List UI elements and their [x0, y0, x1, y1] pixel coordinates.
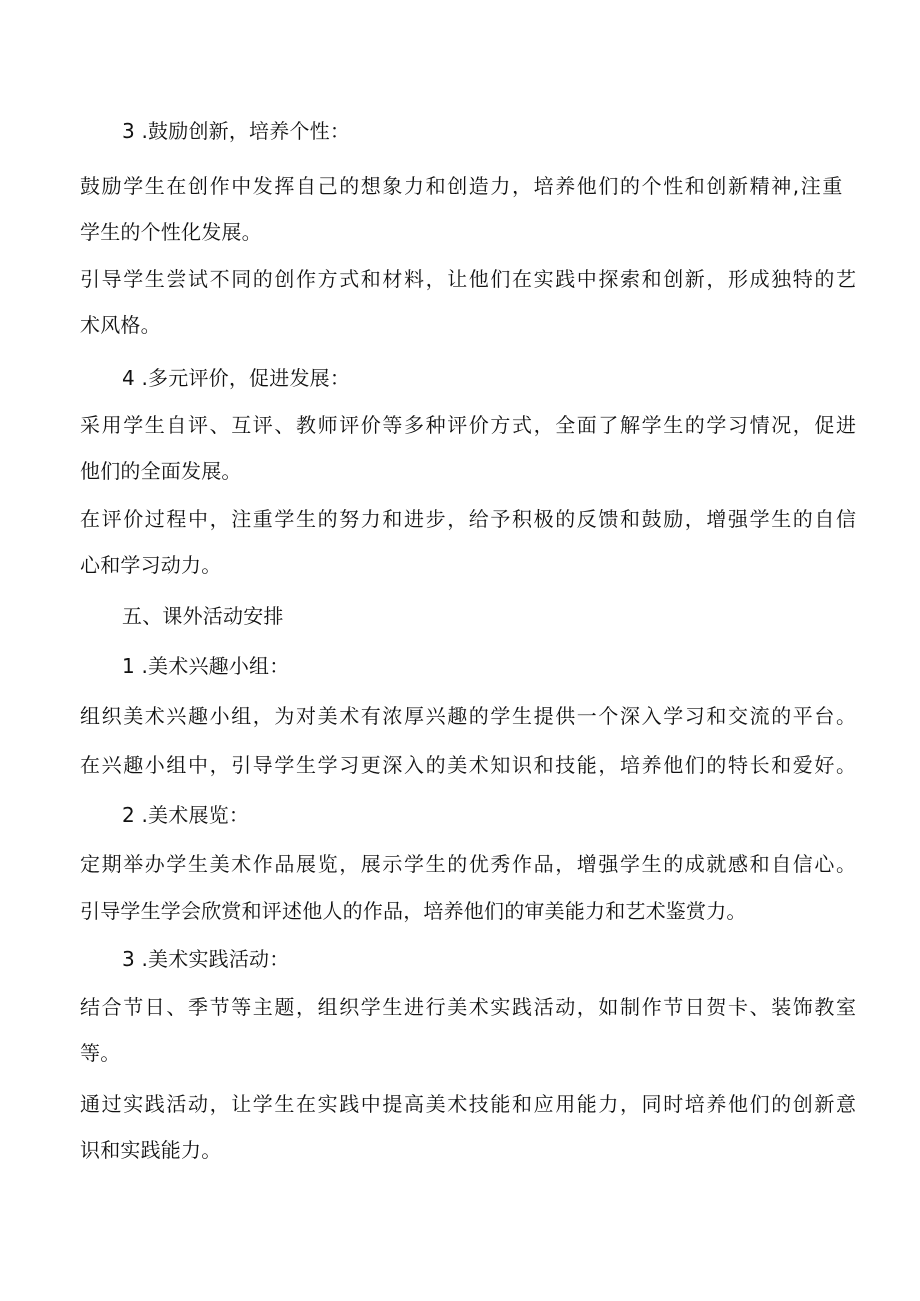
- subsection-heading: 1 .美术兴趣小组：: [122, 654, 290, 678]
- paragraph-line: 学生的个性化发展。: [80, 220, 262, 244]
- paragraph-line: 术风格。: [80, 313, 161, 337]
- section-heading: 4 .多元评价，促进发展：: [122, 366, 351, 390]
- paragraph-line: 识和实践能力。: [80, 1138, 222, 1162]
- paragraph-line: 他们的全面发展。: [80, 459, 242, 483]
- paragraph-line: 通过实践活动，让学生在实践中提高美术技能和应用能力，同时培养他们的创新意: [80, 1092, 858, 1116]
- paragraph-line: 结合节日、季节等主题，组织学生进行美术实践活动，如制作节日贺卡、装饰教室: [80, 995, 858, 1019]
- paragraph-line: 鼓励学生在创作中发挥自己的想象力和创造力，培养他们的个性和创新精神,注重: [80, 174, 844, 198]
- subsection-heading: 3 .美术实践活动：: [122, 947, 290, 971]
- paragraph-line: 定期举办学生美术作品展览，展示学生的优秀作品，增强学生的成就感和自信心。: [80, 852, 858, 876]
- subsection-heading: 2 .美术展览：: [122, 803, 250, 827]
- chapter-heading: 五、课外活动安排: [122, 604, 284, 628]
- section-heading: 3 .鼓励创新，培养个性：: [122, 119, 351, 143]
- paragraph-line: 采用学生自评、互评、教师评价等多种评价方式，全面了解学生的学习情况，促进: [80, 413, 858, 437]
- paragraph-line: 在兴趣小组中，引导学生学习更深入的美术知识和技能，培养他们的特长和爱好。: [80, 753, 858, 777]
- paragraph-line: 心和学习动力。: [80, 553, 222, 577]
- paragraph-line: 引导学生尝试不同的创作方式和材料，让他们在实践中探索和创新，形成独特的艺: [80, 267, 858, 291]
- paragraph-line: 引导学生学会欣赏和评述他人的作品，培养他们的审美能力和艺术鉴赏力。: [80, 899, 747, 923]
- paragraph-line: 在评价过程中，注重学生的努力和进步，给予积极的反馈和鼓励，增强学生的自信: [80, 507, 858, 531]
- paragraph-line: 组织美术兴趣小组，为对美术有浓厚兴趣的学生提供一个深入学习和交流的平台。: [80, 704, 858, 728]
- paragraph-line: 等。: [80, 1041, 121, 1065]
